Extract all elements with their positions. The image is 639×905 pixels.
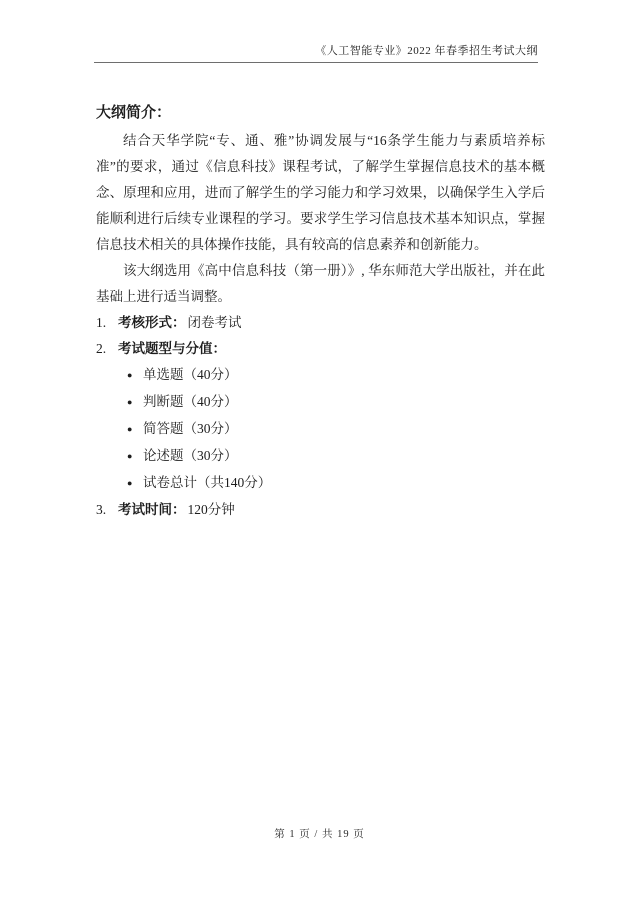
page-number-footer: 第 1 页 / 共 19 页 [274,829,365,840]
list-item-label: 简答题（30分） [143,421,238,436]
list-item [127,443,545,470]
item-label: 考试题型与分值： [118,341,226,356]
item-number: 2. [96,341,107,356]
item-number: 3. [96,502,107,517]
list-item [127,416,545,443]
numbered-item-exam-duration [96,497,545,523]
list-item [127,389,545,416]
item-label: 考试时间： [118,502,186,517]
document-body [96,102,545,523]
textbook-paragraph: 该大纲选用《高中信息科技（第一册）》, 华东师范大学出版社，并在此基础上进行适当调整。 [96,263,545,304]
intro-paragraph: 结合天华学院“专、通、雅”协调发展与“16条学生能力与素质培养标准”的要求，通过《信息科技》课程考试，了解学生掌握信息技术的基本概念、原理和应用，进而了解学生的学习能力和学习效果，以确保学生入学后能顺利进行后续专业课程的学习。要求学生学习信息技术基本知识点，掌握信息技术相关的具体操作技能，具有较高的信息素养和创新能力。 [96,133,545,252]
list-item-label: 判断题（40分） [143,394,238,409]
list-item [127,470,545,497]
section-title: 大纲简介： [96,105,172,121]
list-item-label: 试卷总计（共140分） [143,475,272,490]
bullet-icon: ● [127,370,133,380]
list-item-label: 单选题（40分） [143,367,238,382]
item-label: 考核形式： [118,315,186,330]
list-item-label: 论述题（30分） [143,448,238,463]
bullet-icon: ● [127,478,133,488]
numbered-item-exam-format [96,310,545,336]
bullet-icon: ● [127,397,133,407]
item-value: 闭卷考试 [187,315,242,330]
page-header: 《人工智能专业》2022 年春季招生考试大纲 [94,42,538,63]
bullet-icon: ● [127,451,133,461]
question-type-list [96,362,545,497]
item-value: 120分钟 [187,502,235,517]
bullet-icon: ● [127,424,133,434]
list-item [127,362,545,389]
numbered-item-question-types [96,336,545,362]
item-number: 1. [96,315,107,330]
